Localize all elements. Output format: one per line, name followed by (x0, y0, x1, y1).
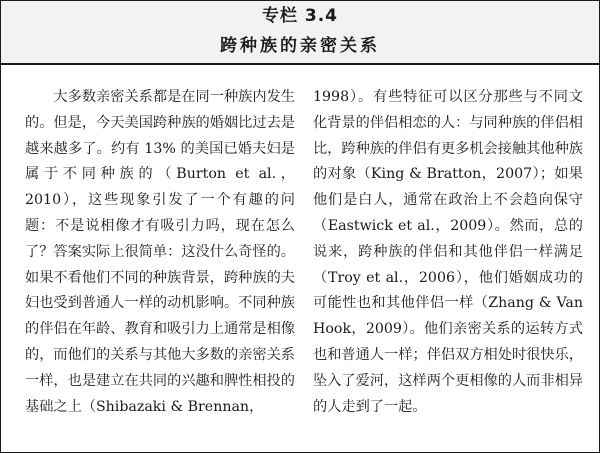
right-column (313, 85, 583, 420)
box-title: 跨种族的亲密关系 (220, 36, 380, 56)
box-label: 专栏 3.4 (261, 6, 339, 26)
box-header (1, 1, 599, 65)
left-column (25, 85, 295, 420)
paragraph-2: 1998）。有些特征可以区分那些与不同文化背景的伴侣相恋的人：与同种族的伴侣相比，跨种族的伴侣有更多机会接触其他种族的对象（King & Bratton，2007）；如果他们是白人，通常在政治上不会趋向保守（Eastwick et al.，2009）。然而，总的说来，跨种族的伴侣和其他伴侣一样满足（Troy et al.，2006），他们婚姻成功的可能性也和其他伴侣一样（Zhang & Van Hook，2009）。他们亲密关系的运转方式也和普通人一样；伴侣双方相处时很快乐，坠入了爱河，这样两个更相像的人而非相异的人走到了一起。 (313, 89, 583, 415)
paragraph-1: 大多数亲密关系都是在同一种族内发生的。但是，今天美国跨种族的婚姻比过去是越来越多了。约有 13% 的美国已婚夫妇是属于不同种族的（Burton et al.，2010），这些现象引发了一个有趣的问题：不是说相像才有吸引力吗，现在怎么了？答案实际上很简单：这没什么奇怪的。如果不看他们不同的种族背景，跨种族的夫妇也受到普通人一样的动机影响。不同种族的伴侣在年龄、教育和吸引力上通常是相像的，而他们的关系与其他大多数的亲密关系一样，也是建立在共同的兴趣和脾性相投的基础之上（Shibazaki & Brennan， (25, 89, 295, 415)
